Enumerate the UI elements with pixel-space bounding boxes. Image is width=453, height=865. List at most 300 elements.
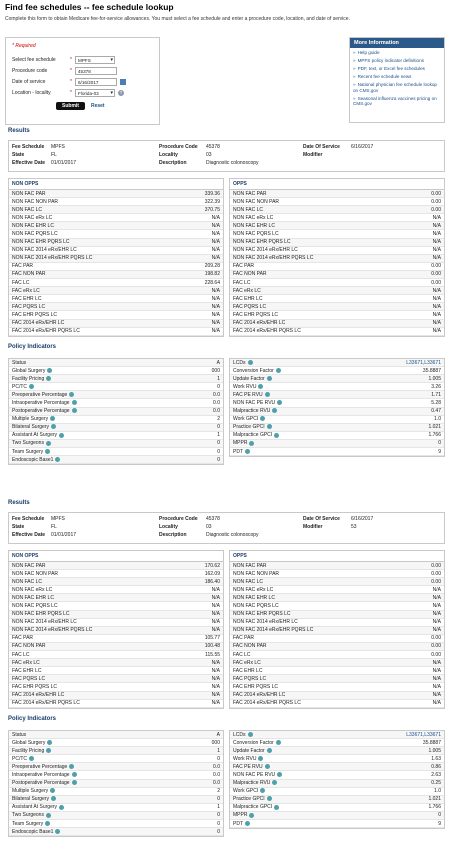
row-label: NON FAC 2014 eRx/EHR LC xyxy=(233,247,298,254)
row-value: 0.00 xyxy=(431,198,441,205)
row-label: NON FAC PQRS LC xyxy=(233,231,279,238)
summary-label-effective: Effective Date xyxy=(12,532,46,538)
indicator-label: Global Surgery xyxy=(12,739,46,746)
summary-value-dos: 6/16/2017 xyxy=(351,516,374,522)
info-icon[interactable] xyxy=(59,433,64,438)
row-value: 198.82 xyxy=(204,271,220,278)
table-row xyxy=(230,739,444,747)
summary-value-desc: Diagnostic colonoscopy xyxy=(206,532,259,538)
opps-table xyxy=(229,178,445,337)
row-value: N/A xyxy=(211,303,220,310)
indicator-value: 0.0 xyxy=(213,400,220,407)
table-row xyxy=(230,651,444,659)
info-icon[interactable] xyxy=(47,740,52,745)
indicator-label: Postoperative Percentage xyxy=(12,780,70,787)
info-icon[interactable] xyxy=(267,748,272,753)
row-value: N/A xyxy=(211,287,220,294)
info-link-policy-indicators[interactable]: » MPFS policy indicator definitions xyxy=(353,58,441,64)
row-label: NON FAC 2014 eRx/EHR LC xyxy=(233,619,298,626)
row-label: FAC EHR PQRS LC xyxy=(12,311,58,318)
row-label: NON FAC PAR xyxy=(233,562,267,569)
info-icon[interactable] xyxy=(248,732,253,737)
procedure-code-label: Procedure code xyxy=(12,68,48,74)
row-value: N/A xyxy=(211,683,220,690)
table-row xyxy=(9,383,223,391)
indicator-value: 000 xyxy=(211,739,220,746)
indicator-value: 2 xyxy=(217,416,220,423)
summary-value-state: FL xyxy=(51,152,57,158)
table-row xyxy=(230,586,444,594)
indicator-label: Two Surgeons xyxy=(12,812,44,819)
indicator-label: Preoperative Percentage xyxy=(12,391,68,398)
info-icon[interactable] xyxy=(46,813,51,818)
table-row xyxy=(9,311,223,319)
table-row xyxy=(9,391,223,399)
row-label: NON FAC eRx LC xyxy=(233,214,274,221)
table-row xyxy=(230,812,444,820)
row-label: FAC PAR xyxy=(12,635,34,642)
indicator-label: Practice GPCI xyxy=(233,424,265,431)
row-value: N/A xyxy=(432,239,441,246)
indicator-label: Work RVU xyxy=(233,755,257,762)
row-value: N/A xyxy=(211,700,220,707)
indicator-value: 0.47 xyxy=(431,408,441,415)
row-value: N/A xyxy=(211,611,220,618)
info-icon[interactable] xyxy=(55,457,60,462)
indicator-label: Work GPCI xyxy=(233,788,259,795)
indicator-label: Assistant At Surgery xyxy=(12,804,58,811)
results-summary xyxy=(8,140,445,172)
row-label: FAC eRx LC xyxy=(233,287,261,294)
info-icon[interactable] xyxy=(274,805,279,810)
row-value: N/A xyxy=(432,214,441,221)
summary-value-desc: Diagnostic colonoscopy xyxy=(206,160,259,166)
reset-link[interactable]: Reset xyxy=(90,103,105,109)
row-label: FAC EHR LC xyxy=(12,295,42,302)
date-of-service-label: Date of service xyxy=(12,79,46,85)
info-icon[interactable] xyxy=(29,756,34,761)
summary-label-desc: Description xyxy=(159,532,187,538)
row-label: FAC 2014 eRx/EHR LC xyxy=(233,320,286,327)
row-value: 370.75 xyxy=(204,206,220,213)
indicator-label: Endoscopic Base1 xyxy=(12,828,54,835)
info-link-help-guide[interactable]: » Help guide xyxy=(353,50,441,56)
table-row xyxy=(9,198,223,206)
info-icon[interactable] xyxy=(245,449,250,454)
table-row xyxy=(230,755,444,763)
row-label: NON FAC NON PAR xyxy=(233,198,280,205)
table-row xyxy=(230,804,444,812)
indicator-label: Work GPCI xyxy=(233,416,259,423)
indicator-value: 0.0 xyxy=(213,780,220,787)
table-row xyxy=(230,627,444,635)
row-value: N/A xyxy=(432,611,441,618)
table-row xyxy=(230,643,444,651)
row-value: 0.00 xyxy=(431,190,441,197)
row-label: NON FAC 2014 eRx/EHR LC xyxy=(12,619,77,626)
row-value: N/A xyxy=(211,619,220,626)
row-label: FAC NON PAR xyxy=(233,271,267,278)
indicator-value: 0 xyxy=(217,440,220,447)
info-icon[interactable] xyxy=(276,740,281,745)
indicator-value: 1.766 xyxy=(428,432,441,439)
table-row xyxy=(230,763,444,771)
info-icon[interactable] xyxy=(46,376,51,381)
table-row xyxy=(9,820,223,828)
table-row xyxy=(230,700,444,708)
summary-label-dos: Date Of Service xyxy=(303,144,340,150)
table-row xyxy=(9,206,223,214)
lcd-link[interactable]: L33671,L33671 xyxy=(406,731,441,738)
row-label: FAC PQRS LC xyxy=(12,675,46,682)
table-row xyxy=(230,190,444,198)
table-row xyxy=(230,780,444,788)
info-icon[interactable] xyxy=(267,424,272,429)
opps-table xyxy=(229,550,445,709)
row-label: NON FAC LC xyxy=(233,578,264,585)
indicator-value: 0.0 xyxy=(213,391,220,398)
table-row xyxy=(230,820,444,828)
info-icon[interactable] xyxy=(50,416,55,421)
indicator-label: PDT xyxy=(233,448,243,455)
table-row xyxy=(230,675,444,683)
row-value: 0.00 xyxy=(431,578,441,585)
info-icon[interactable] xyxy=(50,788,55,793)
indicator-label: Work RVU xyxy=(233,383,257,390)
table-row xyxy=(230,255,444,263)
row-label: FAC 2014 eRx/EHR LC xyxy=(233,692,286,699)
row-value: N/A xyxy=(432,619,441,626)
info-icon[interactable] xyxy=(72,400,77,405)
row-value: 339.36 xyxy=(204,190,220,197)
row-value: 162.09 xyxy=(204,570,220,577)
help-icon[interactable]: ? xyxy=(119,90,123,95)
row-label: NON FAC EHR PQRS LC xyxy=(233,239,291,246)
row-label: NON FAC 2014 eRx/EHR PQRS LC xyxy=(233,627,314,634)
row-label: FAC PQRS LC xyxy=(233,303,267,310)
indicator-label: Conversion Factor xyxy=(233,367,274,374)
row-value: N/A xyxy=(211,320,220,327)
info-icon[interactable] xyxy=(72,408,77,413)
table-row xyxy=(9,731,223,739)
table-row xyxy=(9,602,223,610)
indicator-label: Endoscopic Base1 xyxy=(12,456,54,463)
info-link-national-lookup[interactable]: » National physician fee schedule lookup on CMS.gov xyxy=(353,82,441,93)
row-label: FAC EHR PQRS LC xyxy=(233,311,279,318)
summary-value-fee_schedule: MPFS xyxy=(51,144,65,150)
summary-label-locality: Locality xyxy=(159,524,178,530)
table-row xyxy=(230,594,444,602)
row-label: NON FAC eRx LC xyxy=(233,586,274,593)
indicator-label: NON FAC PE RVU xyxy=(233,400,276,407)
summary-label-state: State xyxy=(12,524,25,530)
calendar-icon[interactable] xyxy=(120,79,126,85)
info-icon[interactable] xyxy=(267,796,272,801)
indicator-value: 0 xyxy=(217,828,220,835)
row-label: NON FAC eRx LC xyxy=(12,586,53,593)
indicator-label: Update Factor xyxy=(233,375,265,382)
row-label: FAC LC xyxy=(12,279,30,286)
indicator-label: MPPR xyxy=(233,440,248,447)
row-label: NON FAC NON PAR xyxy=(12,570,59,577)
indicator-value: 0.86 xyxy=(431,763,441,770)
row-value: 100.48 xyxy=(204,643,220,650)
table-row xyxy=(9,812,223,820)
indicator-label: Status xyxy=(12,359,27,366)
row-label: NON FAC EHR LC xyxy=(233,594,275,601)
table-row xyxy=(9,408,223,416)
info-icon[interactable] xyxy=(72,780,77,785)
summary-label-state: State xyxy=(12,152,25,158)
row-label: FAC eRx LC xyxy=(12,659,40,666)
row-value: 0.00 xyxy=(431,263,441,270)
more-information-panel xyxy=(349,37,445,123)
table-row xyxy=(9,771,223,779)
table-row xyxy=(9,456,223,464)
table-row xyxy=(9,828,223,836)
info-icon[interactable] xyxy=(267,376,272,381)
row-value: 322.39 xyxy=(204,198,220,205)
info-icon[interactable] xyxy=(69,392,74,397)
row-label: NON FAC EHR LC xyxy=(12,594,54,601)
indicator-value: 1.005 xyxy=(428,747,441,754)
info-icon[interactable] xyxy=(274,433,279,438)
table-row xyxy=(9,190,223,198)
row-label: NON FAC PQRS LC xyxy=(12,231,58,238)
indicator-value: 0 xyxy=(438,440,441,447)
info-icon[interactable] xyxy=(260,788,265,793)
info-icon[interactable] xyxy=(69,764,74,769)
summary-value-dos: 6/16/2017 xyxy=(351,144,374,150)
info-icon[interactable] xyxy=(59,805,64,810)
indicator-value: 9 xyxy=(438,820,441,827)
indicator-label: Malpractice GPCI xyxy=(233,804,273,811)
row-label: NON FAC PAR xyxy=(233,190,267,197)
table-row xyxy=(9,424,223,432)
indicator-value: 0.25 xyxy=(431,780,441,787)
opps-header: OPPS xyxy=(230,179,444,190)
info-icon[interactable] xyxy=(260,416,265,421)
table-row xyxy=(9,683,223,691)
indicator-label: FAC PE RVU xyxy=(233,391,263,398)
row-value: N/A xyxy=(432,295,441,302)
required-note: * Required xyxy=(12,43,36,49)
info-icon[interactable] xyxy=(72,772,77,777)
info-icon[interactable] xyxy=(51,796,56,801)
info-icon[interactable] xyxy=(276,368,281,373)
row-value: N/A xyxy=(432,255,441,262)
info-icon[interactable] xyxy=(258,384,263,389)
info-icon[interactable] xyxy=(46,748,51,753)
non-opps-header: NON OPPS xyxy=(9,551,223,562)
table-row xyxy=(230,611,444,619)
indicator-label: PC/TC xyxy=(12,755,27,762)
info-icon[interactable] xyxy=(47,368,52,373)
table-row xyxy=(9,416,223,424)
summary-value-locality: 03 xyxy=(206,152,212,158)
policy-indicators-right xyxy=(229,358,445,457)
date-of-service-input[interactable]: 6/16/2017 xyxy=(75,78,117,86)
indicator-value: 0 xyxy=(217,456,220,463)
row-value: N/A xyxy=(432,692,441,699)
row-value: N/A xyxy=(432,683,441,690)
row-label: NON FAC EHR PQRS LC xyxy=(12,239,70,246)
row-value: 0.00 xyxy=(431,570,441,577)
procedure-code-input[interactable]: 45378 xyxy=(75,67,117,75)
row-value: N/A xyxy=(211,247,220,254)
row-value: N/A xyxy=(211,214,220,221)
info-icon[interactable] xyxy=(249,441,254,446)
info-icon[interactable] xyxy=(51,424,56,429)
summary-value-effective: 01/01/2017 xyxy=(51,532,77,538)
fee-schedule-label: Select fee schedule xyxy=(12,57,56,63)
non-opps-table xyxy=(8,178,224,337)
table-row xyxy=(230,279,444,287)
row-label: NON FAC PAR xyxy=(12,562,46,569)
row-value: N/A xyxy=(211,222,220,229)
info-icon[interactable] xyxy=(29,384,34,389)
indicator-label: Intraoperative Percentage xyxy=(12,772,70,779)
lcd-link[interactable]: L33671,L33671 xyxy=(406,359,441,366)
table-row xyxy=(230,659,444,667)
info-icon[interactable] xyxy=(265,392,270,397)
summary-label-effective: Effective Date xyxy=(12,160,46,166)
row-value: N/A xyxy=(211,231,220,238)
table-row xyxy=(9,440,223,448)
location-select[interactable]: Florida-03 ▾ xyxy=(75,89,115,97)
info-icon[interactable] xyxy=(277,400,282,405)
row-label: NON FAC 2014 eRx/EHR LC xyxy=(12,247,77,254)
row-label: FAC NON PAR xyxy=(12,271,46,278)
policy-indicators-right xyxy=(229,730,445,829)
table-row xyxy=(9,755,223,763)
row-value: N/A xyxy=(211,603,220,610)
row-label: NON FAC PQRS LC xyxy=(12,603,58,610)
indicator-label: Postoperative Percentage xyxy=(12,408,70,415)
row-value: N/A xyxy=(432,311,441,318)
table-row xyxy=(9,700,223,708)
table-row xyxy=(9,788,223,796)
indicator-label: Multiple Surgery xyxy=(12,416,49,423)
row-label: FAC LC xyxy=(233,279,251,286)
indicator-label: Malpractice RVU xyxy=(233,780,271,787)
table-row xyxy=(9,739,223,747)
page-title: Find fee schedules -- fee schedule lookup xyxy=(5,2,174,12)
table-row xyxy=(9,367,223,375)
info-icon[interactable] xyxy=(277,772,282,777)
summary-label-proc: Procedure Code xyxy=(159,516,198,522)
indicator-value: 9 xyxy=(438,448,441,455)
summary-label-locality: Locality xyxy=(159,152,178,158)
info-link-news[interactable]: » Recent fee schedule news xyxy=(353,74,441,80)
table-row xyxy=(230,271,444,279)
row-value: 0.00 xyxy=(431,206,441,213)
indicator-label: Practice GPCI xyxy=(233,796,265,803)
table-row xyxy=(230,619,444,627)
indicator-label: Preoperative Percentage xyxy=(12,763,68,770)
row-value: N/A xyxy=(432,247,441,254)
results-summary xyxy=(8,512,445,544)
indicator-label: PDT xyxy=(233,820,243,827)
indicator-value: 35.8887 xyxy=(422,367,441,374)
table-row xyxy=(230,692,444,700)
info-icon[interactable] xyxy=(249,813,254,818)
row-label: FAC PQRS LC xyxy=(233,675,267,682)
table-row xyxy=(230,440,444,448)
info-icon[interactable] xyxy=(272,408,277,413)
indicator-value: 0 xyxy=(217,820,220,827)
table-row xyxy=(9,667,223,675)
info-icon[interactable] xyxy=(45,449,50,454)
table-row xyxy=(9,586,223,594)
indicator-value: 0 xyxy=(217,424,220,431)
table-row xyxy=(9,303,223,311)
table-row xyxy=(9,780,223,788)
opps-header: OPPS xyxy=(230,551,444,562)
indicator-label: Intraoperative Percentage xyxy=(12,400,70,407)
table-row xyxy=(230,198,444,206)
table-row xyxy=(230,287,444,295)
indicator-label: Assistant At Surgery xyxy=(12,432,58,439)
table-row xyxy=(9,287,223,295)
info-icon[interactable] xyxy=(46,441,51,446)
indicator-value: A xyxy=(216,731,220,738)
indicator-label: Two Surgeons xyxy=(12,440,44,447)
row-label: FAC 2014 eRx/EHR PQRS LC xyxy=(12,700,80,707)
row-label: FAC 2014 eRx/EHR LC xyxy=(12,320,65,327)
info-icon[interactable] xyxy=(272,780,277,785)
table-row xyxy=(9,375,223,383)
table-row xyxy=(9,659,223,667)
indicator-label: Conversion Factor xyxy=(233,739,274,746)
submit-button[interactable]: Submit xyxy=(56,102,85,110)
indicator-value: 0.0 xyxy=(213,772,220,779)
info-icon[interactable] xyxy=(265,764,270,769)
indicator-value: 0 xyxy=(217,796,220,803)
table-row xyxy=(230,667,444,675)
indicator-value: 1 xyxy=(217,432,220,439)
info-link-flu-vaccines[interactable]: » Seasonal influenza vaccines pricing on CMS.gov xyxy=(353,96,441,107)
table-row xyxy=(9,611,223,619)
intro-text: Complete this form to obtain Medicare fee-for-service allowances. You must select a fee schedule and enter a procedure code, location, and date of service. xyxy=(5,16,350,22)
table-row xyxy=(230,570,444,578)
info-icon[interactable] xyxy=(55,829,60,834)
results-title: Results xyxy=(8,128,30,134)
summary-value-state: FL xyxy=(51,524,57,530)
row-value: N/A xyxy=(432,675,441,682)
table-row xyxy=(230,375,444,383)
info-icon[interactable] xyxy=(258,756,263,761)
row-label: FAC 2014 eRx/EHR PQRS LC xyxy=(12,328,80,335)
info-icon[interactable] xyxy=(245,821,250,826)
row-value: N/A xyxy=(211,586,220,593)
summary-label-fee_schedule: Fee Schedule xyxy=(12,516,45,522)
table-row xyxy=(230,747,444,755)
info-link-downloads[interactable]: » PDF, text, or Excel fee schedules xyxy=(353,66,441,72)
indicator-value: 0 xyxy=(217,383,220,390)
fee-schedule-select[interactable]: MPFS ▾ xyxy=(75,56,115,64)
table-row xyxy=(230,206,444,214)
row-value: 105.77 xyxy=(204,635,220,642)
table-row xyxy=(230,416,444,424)
table-row xyxy=(230,602,444,610)
table-row xyxy=(9,627,223,635)
table-row xyxy=(9,635,223,643)
info-icon[interactable] xyxy=(45,821,50,826)
indicator-label: Bilateral Surgery xyxy=(12,796,49,803)
indicator-label: Team Surgery xyxy=(12,448,44,455)
info-icon[interactable] xyxy=(248,360,253,365)
